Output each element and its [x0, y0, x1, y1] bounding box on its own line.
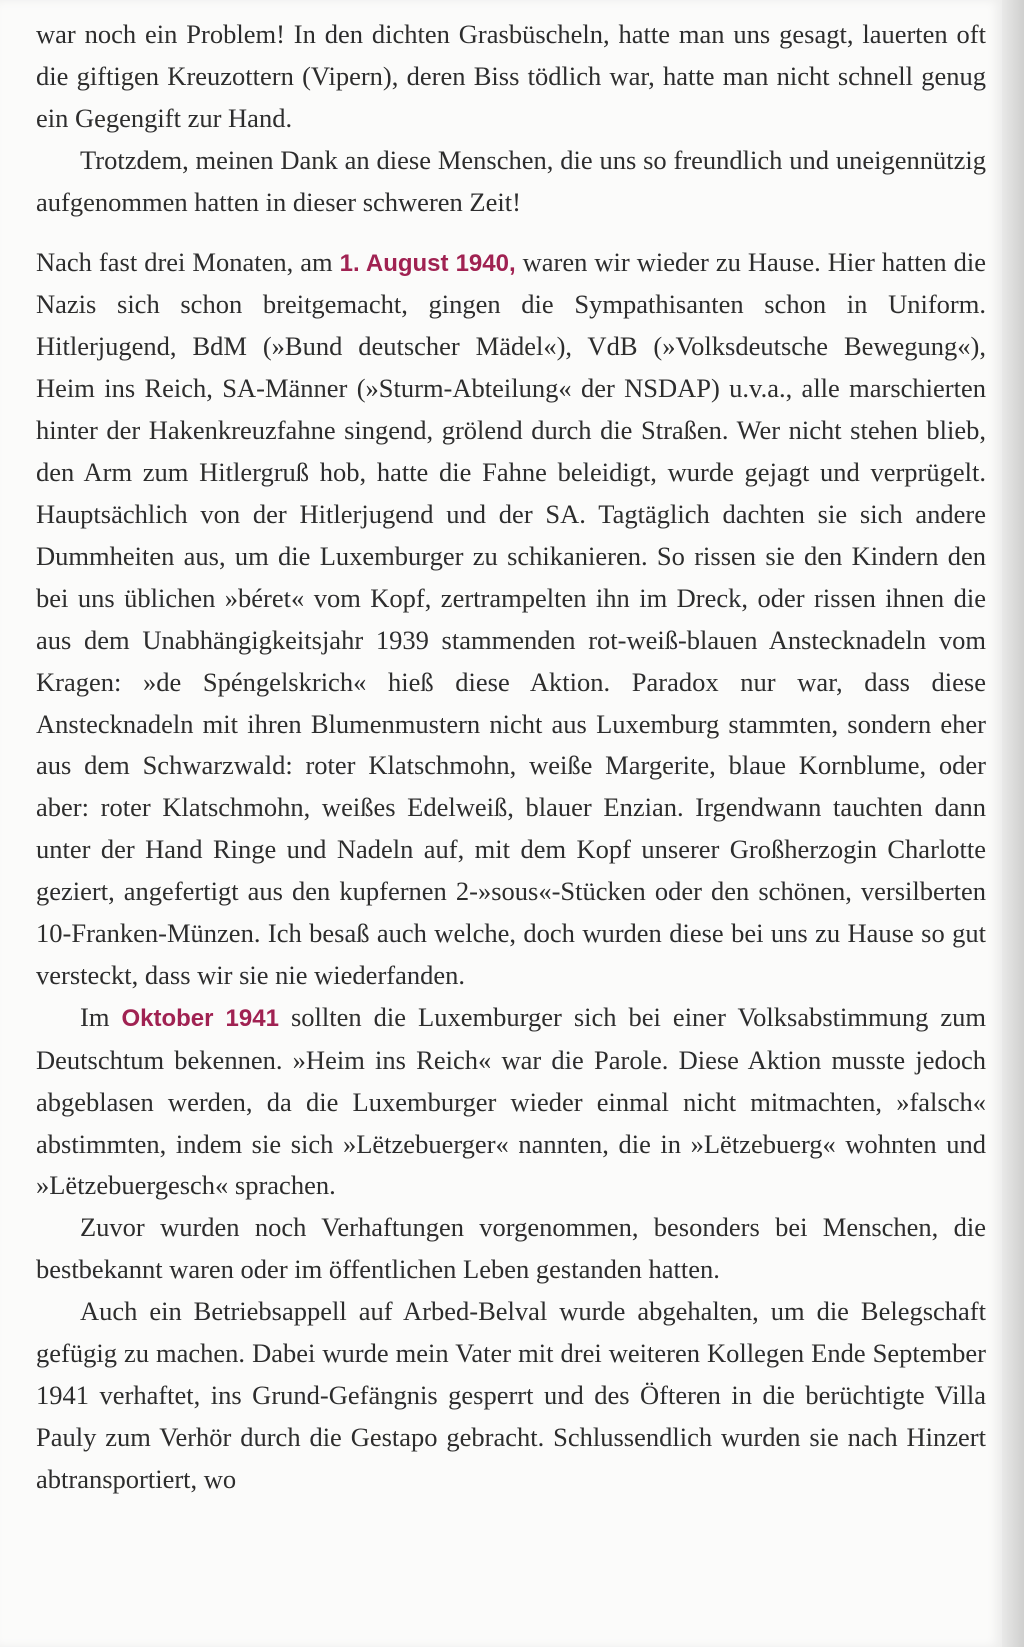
text-segment: Im [80, 1001, 122, 1032]
date-highlight: 1. August 1940, [339, 249, 516, 277]
paragraph-5 [36, 1207, 986, 1291]
text-segment: waren wir wieder zu Hause. Hier hatten die Nazis sich schon breitgemacht, gingen die Sympathisanten schon in Uniform. Hitlerjugend, BdM (»Bund deutscher Mädel«), VdB (»Volksdeutsche Bewegung«), Heim ins Reich, SA-Männer (»Sturm-Abteilung« der NSDAP) u.v.a., alle marschierten hinter der Hakenkreuzfahne singend, grölend durch die Straßen. Wer nicht stehen blieb, den Arm zum Hitlergruß hob, hatte die Fahne beleidigt, wurde gejagt und verprügelt. Hauptsächlich von der Hitlerjugend und der SA. Tagtäglich dachten sie sich andere Dummheiten aus, um die Luxemburger zu schikanieren. So rissen sie den Kindern den bei uns üblichen »béret« vom Kopf, zertrampelten ihn im Dreck, oder rissen ihnen die aus dem Unabhängigkeitsjahr 1939 stammenden rot-weiß-blauen Anstecknadeln vom Kragen: »de Spéngelskrich« hieß diese Aktion. Paradox nur war, dass diese Anstecknadeln mit ihren Blumenmustern nicht aus Luxemburg stammten, sondern eher aus dem Schwarzwald: roter Klatschmohn, weiße Margerite, blaue Kornblume, oder aber: roter Klatschmohn, weißes Edelweiß, blauer Enzian. Irgendwann tauchten dann unter der Hand Ringe und Nadeln auf, mit dem Kopf unserer Großherzogin Charlotte geziert, angefertigt aus den kupfernen 2-»sous«-Stücken oder den schönen, versilberten 10-Franken-Münzen. Ich besaß auch welche, doch wurden diese bei uns zu Hause so gut versteckt, dass wir sie nie wiederfanden. [36, 246, 987, 990]
paragraph-1 [36, 14, 986, 140]
text-segment: war noch ein Problem! In den dichten Grasbüscheln, hatte man uns gesagt, lauerten oft die giftigen Kreuzottern (Vipern), deren Biss tödlich war, hatte man nicht schnell genug ein Gegengift zur Hand. [36, 19, 986, 133]
date-highlight: Oktober 1941 [121, 1004, 279, 1032]
paragraph-3 [36, 242, 986, 997]
page-edge [1002, 0, 1024, 1647]
paragraph-4 [36, 997, 986, 1208]
text-segment: Trotzdem, meinen Dank an diese Menschen, die uns so freundlich und uneigennützig aufgenommen hatten in dieser schweren Zeit! [36, 144, 986, 217]
paragraph-6 [36, 1291, 986, 1501]
text-segment: Auch ein Betriebsappell auf Arbed-Belval wurde abgehalten, um die Belegschaft gefügig zu machen. Dabei wurde mein Vater mit drei weiteren Kollegen Ende September 1941 verhaftet, ins Grund-Gefängnis gesperrt und des Öfteren in die berüchtigte Villa Pauly zum Verhör durch die Gestapo gebracht. Schlussendlich wurden sie nach Hinzert abtransportiert, wo [36, 1296, 986, 1494]
text-segment: sollten die Luxemburger sich bei einer Volksabstimmung zum Deutschtum bekennen. »Heim ins Reich« war die Parole. Diese Aktion musste jedoch abgeblasen werden, da die Luxemburger wieder einmal nicht mitmachten, »falsch« abstimmten, indem sie sich »Lëtzebuerger« nannten, die in »Lëtzebuerg« wohnten und »Lëtzebuergesch« sprachen. [36, 1001, 987, 1201]
body-text [36, 14, 986, 1501]
text-segment: Nach fast drei Monaten, am [36, 246, 340, 277]
paragraph-2 [36, 140, 986, 224]
text-segment: Zuvor wurden noch Verhaftungen vorgenommen, besonders bei Menschen, die bestbekannt waren oder im öffentlichen Leben gestanden hatten. [36, 1212, 986, 1285]
